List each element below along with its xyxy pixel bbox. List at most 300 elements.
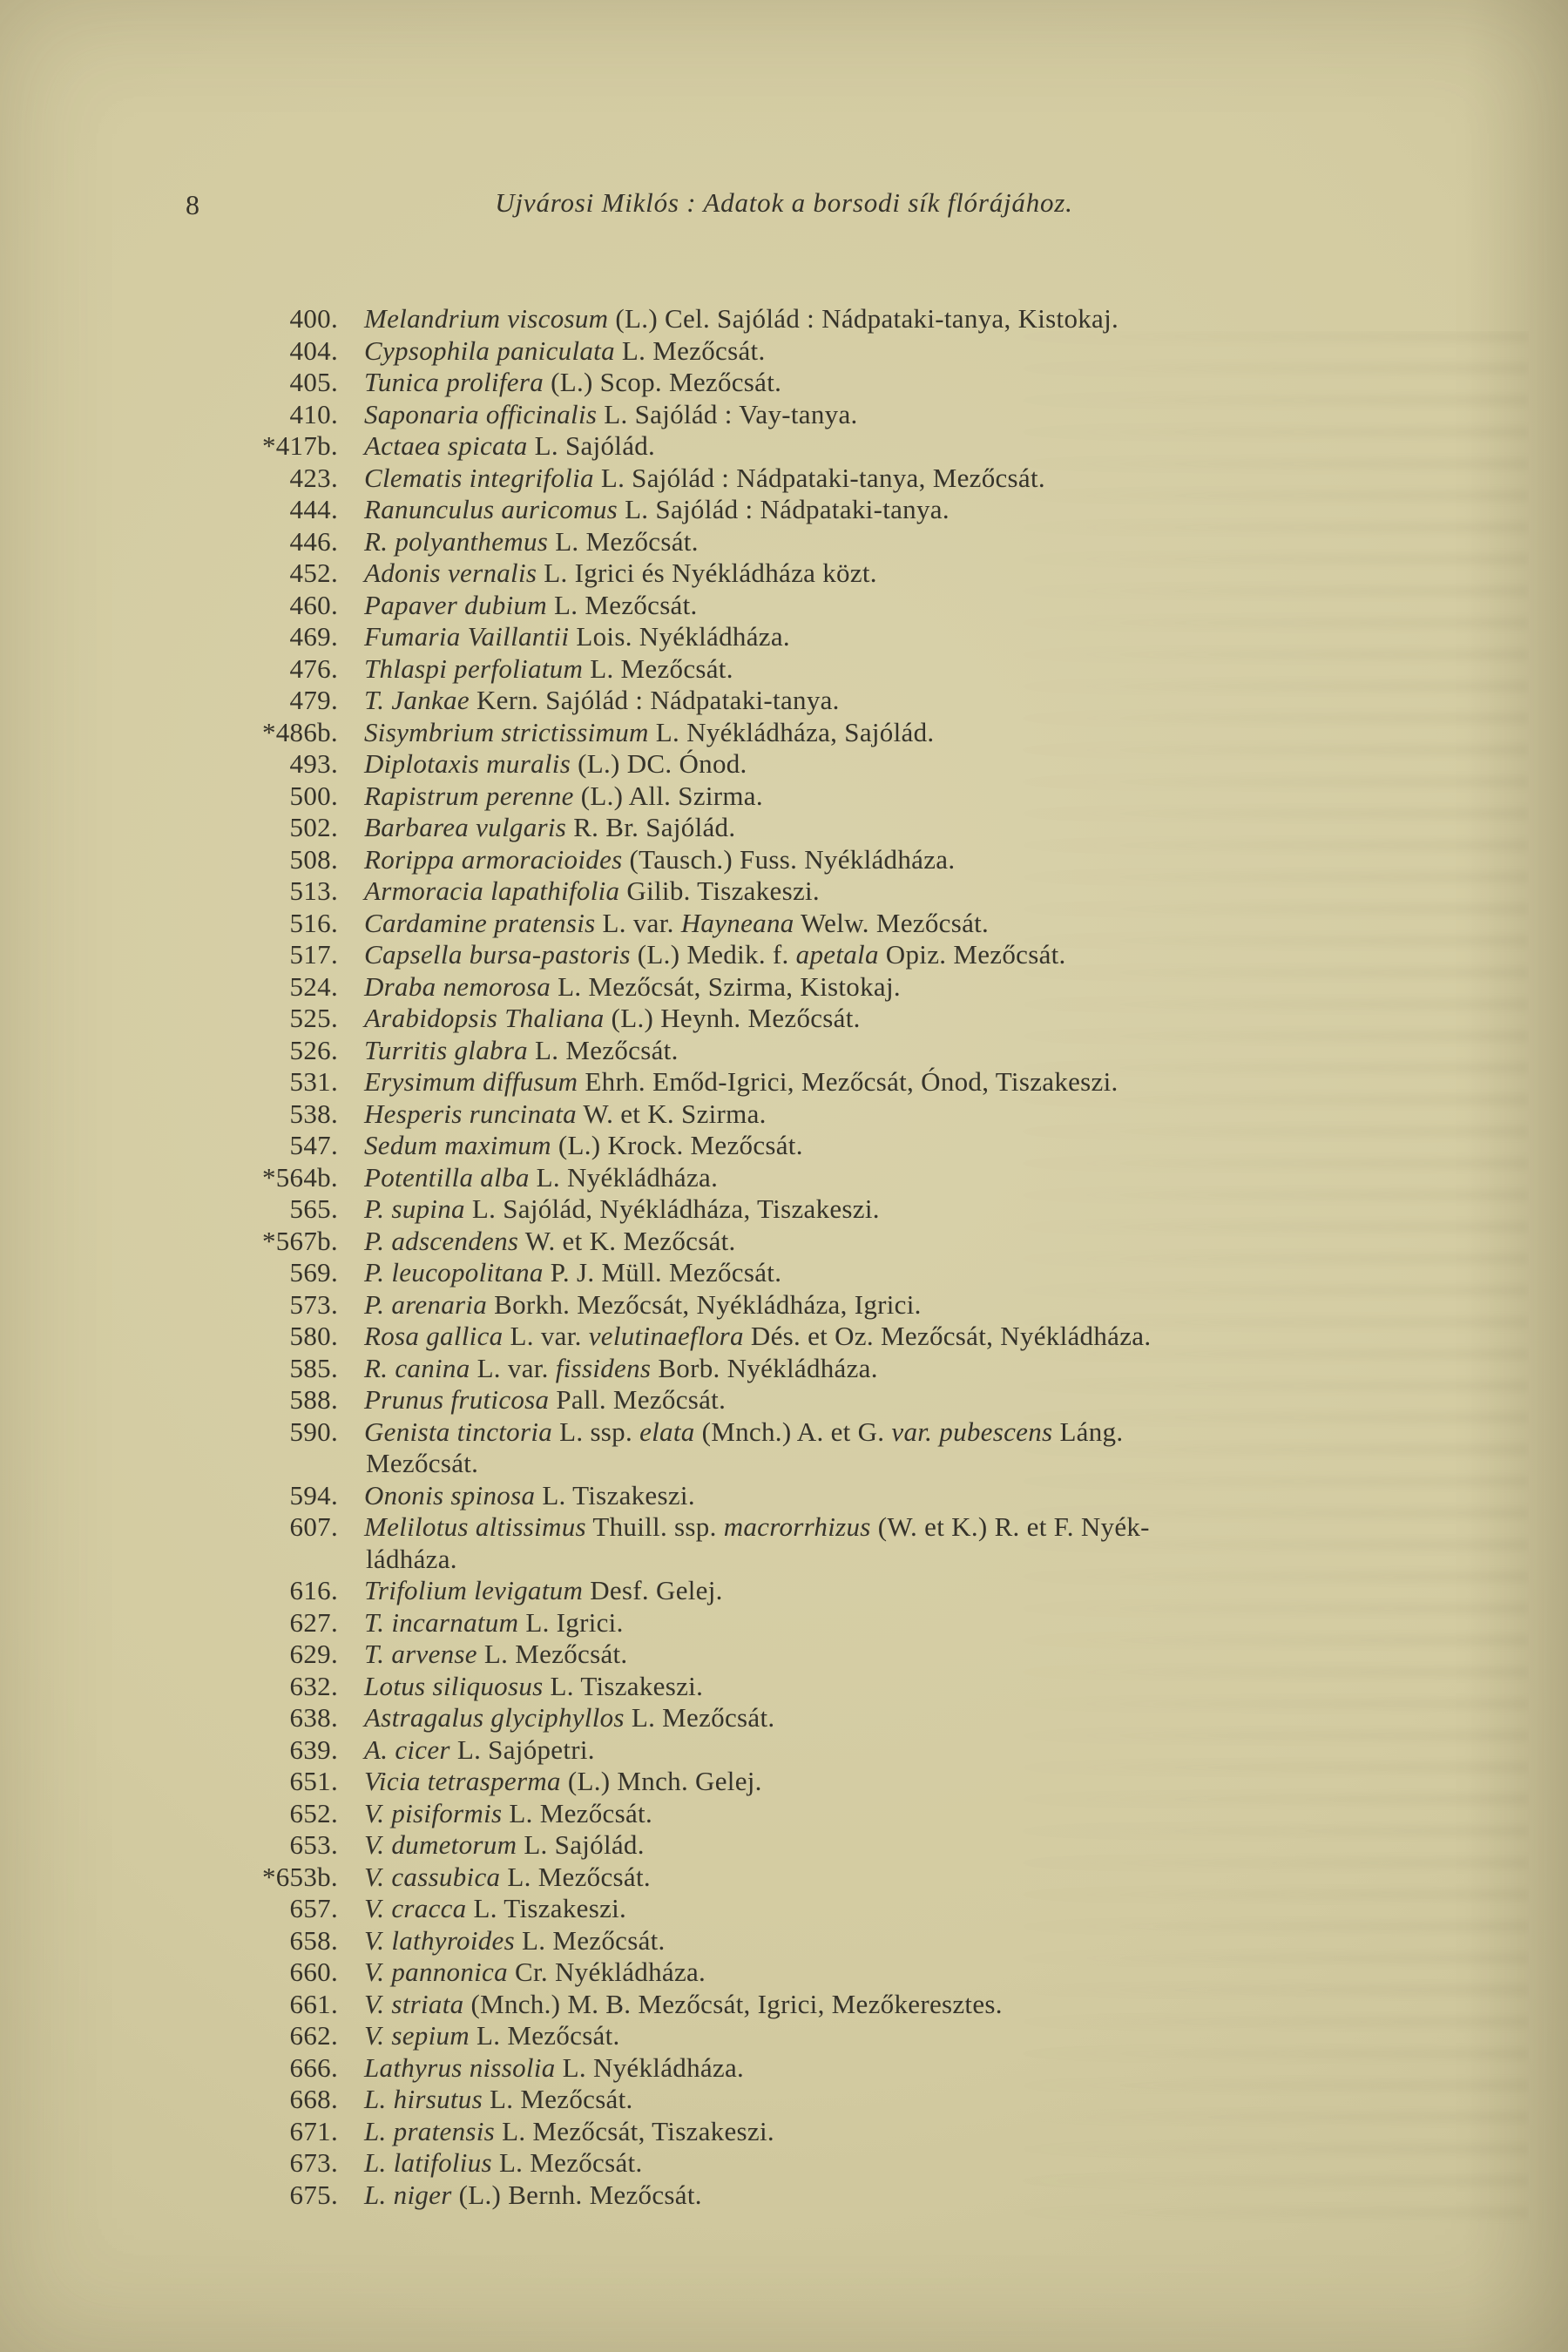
species-name: Papaver dubium (364, 589, 547, 620)
entry-text (338, 2147, 1568, 2180)
entry-text (338, 1193, 1568, 1226)
species-name: Lathyrus nissolia (364, 2051, 556, 2083)
entry-number: 590. (289, 1416, 338, 1447)
species-name: P. adscendens (364, 1225, 519, 1256)
entry-number: 526. (289, 1034, 338, 1065)
list-entry (0, 1035, 1568, 1067)
entry-detail-text: L. Sajólád : Nádpataki-tanya, Mezőcsát. (593, 462, 1045, 493)
entry-number: 493. (289, 748, 338, 779)
list-entry (0, 1607, 1568, 1639)
list-entry (0, 939, 1568, 971)
entry-text (338, 812, 1568, 844)
entry-number: 569. (289, 1257, 338, 1288)
entry-number: 524. (289, 970, 338, 1002)
entry-continuation-line (0, 1544, 1568, 1576)
entry-text (338, 399, 1568, 431)
species-name: Capsella bursa-pastoris (364, 939, 631, 970)
entry-detail-text: W. et K. Mezőcsát. (518, 1225, 736, 1256)
entry-detail-text: Pall. Mezőcsát. (549, 1384, 727, 1415)
entry-detail-text: R. Br. Sajólád. (566, 812, 736, 842)
entry-detail-text: (L.) Scop. Mezőcsát. (544, 367, 782, 397)
list-entry (0, 1702, 1568, 1734)
entry-number: 666. (289, 2051, 338, 2083)
entry-text (338, 2180, 1568, 2212)
entry-detail-text: L. ssp. (552, 1416, 640, 1447)
species-name: A. cicer (364, 1734, 450, 1765)
entry-text (338, 844, 1568, 876)
entry-text (338, 685, 1568, 717)
entry-text (338, 1480, 1568, 1512)
entry-text (338, 748, 1568, 781)
entry-text (338, 1702, 1568, 1734)
entry-text (338, 1384, 1568, 1416)
entry-number: 629. (289, 1639, 338, 1669)
entry-text (338, 781, 1568, 813)
entry-number: 423. (289, 462, 338, 493)
entry-text (338, 1639, 1568, 1671)
species-name: Potentilla alba (364, 1161, 530, 1193)
entry-text (338, 1003, 1568, 1035)
entry-detail-text: Opiz. Mezőcsát. (878, 939, 1066, 970)
list-entry (0, 717, 1568, 749)
entry-number: *653b. (261, 1861, 338, 1892)
entry-detail-text: L. Sajólád. (517, 1829, 645, 1860)
entry-number: 632. (289, 1670, 338, 1701)
entry-detail-text: L. Tiszakeszi. (543, 1670, 704, 1701)
entry-text (338, 1925, 1568, 1957)
entry-detail-text: L. Sajólád, Nyékládháza, Tiszakeszi. (464, 1193, 880, 1224)
list-entry (0, 971, 1568, 1004)
list-entry (0, 430, 1568, 463)
entry-text (338, 1130, 1568, 1162)
species-name: L. latifolius (364, 2147, 492, 2178)
entry-detail-text: (Mnch.) A. et G. (694, 1416, 892, 1447)
entry-number: 405. (289, 367, 338, 397)
entry-detail-text: Desf. Gelej. (583, 1575, 723, 1605)
entry-number: 476. (289, 652, 338, 684)
entry-detail-text: (L.) Medik. f. (630, 939, 796, 970)
list-entry (0, 1957, 1568, 1989)
list-entry (0, 908, 1568, 940)
species-name: L. niger (364, 2179, 452, 2210)
entry-number: 639. (289, 1734, 338, 1765)
list-entry (0, 781, 1568, 813)
species-name: Lotus siliquosus (364, 1670, 544, 1701)
species-name: Hesperis runcinata (364, 1098, 577, 1129)
species-name: V. pisiformis (364, 1797, 503, 1828)
entry-text (338, 1035, 1568, 1067)
species-name: P. arenaria (364, 1288, 488, 1320)
entry-detail-text: Gilib. Tiszakeszi. (619, 875, 820, 906)
species-name: Thlaspi perfoliatum (364, 652, 584, 684)
entry-number: 502. (289, 812, 338, 842)
list-entry (0, 1575, 1568, 1607)
species-name: Barbarea vulgaris (364, 812, 567, 842)
species-name: Adonis vernalis (364, 558, 537, 588)
page-number: 8 (186, 189, 200, 220)
entry-number: 675. (289, 2179, 338, 2210)
species-name: elata (639, 1416, 695, 1447)
entry-detail-text: L. var. (470, 1352, 556, 1383)
species-name: V. cracca (364, 1893, 467, 1923)
species-name: L. pratensis (364, 2115, 496, 2146)
page-header (0, 187, 1568, 226)
entry-number (0, 1544, 338, 1576)
entry-text (338, 1607, 1568, 1639)
species-name: Fumaria Vaillantii (364, 621, 570, 652)
entry-text (338, 717, 1568, 749)
entry-text (338, 1257, 1568, 1289)
species-name: Melandrium viscosum (364, 303, 609, 334)
entry-text (338, 1289, 1568, 1321)
list-entry (0, 1925, 1568, 1957)
entry-number: 573. (289, 1288, 338, 1320)
entry-detail-text: Borb. Nyékládháza. (651, 1352, 878, 1383)
list-entry (0, 1766, 1568, 1798)
list-entry (0, 1193, 1568, 1226)
entry-number: 469. (289, 621, 338, 652)
entry-detail-text: Láng. (1052, 1416, 1124, 1447)
entry-number: 653. (289, 1829, 338, 1860)
list-entry (0, 1671, 1568, 1703)
entry-number: 547. (289, 1130, 338, 1160)
entry-text (338, 1416, 1568, 1449)
entry-text (338, 1829, 1568, 1862)
entry-text (338, 2052, 1568, 2085)
entry-text (338, 1544, 1568, 1576)
list-entry (0, 875, 1568, 908)
entry-detail-text: L. Mezőcsát. (528, 1034, 679, 1065)
entry-number: *567b. (261, 1225, 338, 1256)
entry-number: 673. (289, 2147, 338, 2178)
list-entry (0, 367, 1568, 399)
entry-text (338, 1989, 1568, 2021)
entry-number: *486b. (261, 716, 338, 747)
entry-text (338, 971, 1568, 1004)
species-name: Ranunculus auricomus (364, 494, 618, 524)
entry-number: 658. (289, 1924, 338, 1956)
list-entry (0, 526, 1568, 558)
entry-detail-text: L. Igrici és Nyékládháza közt. (537, 558, 877, 588)
species-name: Cypsophila paniculata (364, 335, 615, 366)
entry-detail-text: L. Mezőcsát. (614, 335, 766, 366)
list-entry (0, 1734, 1568, 1767)
list-entry (0, 2116, 1568, 2148)
species-name: Armoracia lapathifolia (364, 875, 620, 906)
entry-number: 594. (289, 1479, 338, 1511)
entry-detail-text: Thuill. ssp. (585, 1511, 724, 1542)
entry-detail-text: (W. et K.) R. et F. Nyék- (870, 1511, 1150, 1542)
entry-detail-text: L. var. (503, 1321, 589, 1351)
species-name: Saponaria officinalis (364, 398, 598, 429)
list-entry (0, 748, 1568, 781)
entry-text (338, 875, 1568, 908)
entry-text (338, 303, 1568, 335)
entry-detail-text: L. Nyékládháza, Sajólád. (648, 716, 935, 747)
entry-number: 585. (289, 1352, 338, 1383)
entry-number: 452. (289, 558, 338, 588)
entry-text (338, 1798, 1568, 1830)
entry-number: *564b. (261, 1161, 338, 1193)
species-name: Melilotus altissimus (364, 1511, 586, 1542)
entry-number: 580. (289, 1321, 338, 1351)
species-name: T. arvense (364, 1639, 477, 1669)
species-name: fissidens (555, 1352, 652, 1383)
entry-text (338, 494, 1568, 526)
entry-detail-text: L. Mezőcsát. (500, 1861, 651, 1892)
list-entry (0, 1829, 1568, 1862)
entry-detail-text: Welw. Mezőcsát. (794, 907, 990, 938)
entry-number: 508. (289, 843, 338, 875)
entry-detail-text: Mezőcsát. (366, 1448, 479, 1478)
entry-detail-text: (L.) Krock. Mezőcsát. (551, 1130, 803, 1160)
entry-text (338, 1162, 1568, 1194)
entry-text (338, 1226, 1568, 1258)
entry-text (338, 1957, 1568, 1989)
entry-text (338, 430, 1568, 463)
entry-detail-text: L. Mezőcsát. (583, 652, 733, 684)
entry-detail-text: L. Mezőcsát. (476, 1639, 628, 1669)
entry-detail-text: L. Tiszakeszi. (535, 1479, 695, 1511)
entry-text (338, 367, 1568, 399)
species-name: Astragalus glyciphyllos (364, 1702, 625, 1733)
entry-text (338, 1766, 1568, 1798)
entry-detail-text: Lois. Nyékládháza. (569, 621, 790, 652)
species-name: P. supina (364, 1193, 465, 1224)
entry-number: 513. (289, 875, 338, 906)
entry-text (338, 526, 1568, 558)
entry-number: 651. (289, 1766, 338, 1796)
species-name: Erysimum diffusum (364, 1066, 578, 1097)
entry-detail-text: L. Mezőcsát. (548, 525, 699, 557)
species-name: Hayneana (680, 907, 794, 938)
entry-detail-text: Ehrh. Emőd-Igrici, Mezőcsát, Ónod, Tiszakeszi. (578, 1066, 1119, 1097)
species-name: Draba nemorosa (364, 970, 551, 1002)
entry-number: 517. (289, 939, 338, 970)
list-entry (0, 463, 1568, 495)
entry-detail-text: Cr. Nyékládháza. (507, 1957, 706, 1987)
entry-detail-text: (L.) Bernh. Mezőcsát. (451, 2179, 702, 2210)
entry-number: 588. (289, 1384, 338, 1415)
entry-detail-text: L. Mezőcsát. (502, 1797, 652, 1828)
species-name: V. cassubica (364, 1861, 501, 1892)
list-entry (0, 590, 1568, 622)
entry-text (338, 335, 1568, 368)
species-name: Rapistrum perenne (364, 780, 574, 811)
entry-text (338, 1321, 1568, 1353)
entry-text (338, 939, 1568, 971)
entry-text (338, 1862, 1568, 1894)
species-name: Diplotaxis muralis (364, 748, 571, 779)
species-name: P. leucopolitana (364, 1257, 544, 1288)
entry-detail-text: (L.) DC. Ónod. (571, 748, 747, 779)
entry-text (338, 1671, 1568, 1703)
list-entry (0, 2020, 1568, 2052)
entry-number: 525. (289, 1003, 338, 1033)
list-entry (0, 1226, 1568, 1258)
entry-detail-text: L. Mezőcsát. (491, 2147, 643, 2178)
species-name: Cardamine pratensis (364, 907, 596, 938)
list-entry (0, 399, 1568, 431)
species-name: Prunus fruticosa (364, 1384, 550, 1415)
list-entry (0, 2147, 1568, 2180)
entry-number: 660. (289, 1957, 338, 1987)
species-name: Clematis integrifolia (364, 462, 594, 493)
entry-detail-text: L. Mezőcsát. (624, 1702, 775, 1733)
entry-detail-text: (L.) Cel. Sajólád : Nádpataki-tanya, Kistokaj. (608, 303, 1119, 334)
entry-text (338, 1893, 1568, 1925)
species-name: macrorrhizus (723, 1511, 871, 1542)
entry-continuation-line (0, 1448, 1568, 1480)
species-name: R. canina (364, 1352, 470, 1383)
species-name: Trifolium levigatum (364, 1575, 584, 1605)
list-entry (0, 844, 1568, 876)
list-entry (0, 621, 1568, 653)
species-name: V. striata (364, 1988, 464, 2019)
entry-text (338, 1734, 1568, 1767)
list-entry (0, 1862, 1568, 1894)
entry-detail-text: Borkh. Mezőcsát, Nyékládháza, Igrici. (487, 1288, 922, 1320)
entry-detail-text: (L.) Mnch. Gelej. (560, 1766, 762, 1796)
entry-detail-text: L. Mezőcsát. (546, 589, 698, 620)
entry-number: 404. (289, 335, 338, 366)
entry-number: 627. (289, 1606, 338, 1638)
entry-detail-text: (L.) Heynh. Mezőcsát. (604, 1003, 861, 1033)
entry-number: 538. (289, 1098, 338, 1129)
list-entry (0, 2052, 1568, 2085)
species-name: velutinaeflora (588, 1321, 744, 1351)
entry-number: 652. (289, 1797, 338, 1828)
entry-detail-text: L. Nyékládháza. (529, 1161, 719, 1193)
list-entry (0, 653, 1568, 686)
species-name: T. Jankae (364, 685, 470, 715)
species-name: V. dumetorum (364, 1829, 517, 1860)
entry-detail-text: (L.) All. Szirma. (573, 780, 763, 811)
list-entry (0, 494, 1568, 526)
entry-detail-text: L. var. (595, 907, 681, 938)
list-entry (0, 2180, 1568, 2212)
entry-detail-text: W. et K. Szirma. (576, 1098, 767, 1129)
entry-number: 671. (289, 2115, 338, 2146)
species-list (0, 303, 1568, 2211)
list-entry (0, 1066, 1568, 1098)
list-entry (0, 1384, 1568, 1416)
entry-detail-text: (Tausch.) Fuss. Nyékládháza. (622, 843, 956, 875)
list-entry (0, 335, 1568, 368)
list-entry (0, 1639, 1568, 1671)
entry-text (338, 558, 1568, 590)
entry-text (338, 908, 1568, 940)
list-entry (0, 303, 1568, 335)
entry-text (338, 1066, 1568, 1098)
running-header: Ujvárosi Miklós : Adatok a borsodi sík flórájához. (495, 187, 1073, 218)
list-entry (0, 1511, 1568, 1544)
entry-number: 444. (289, 494, 338, 524)
entry-number: 638. (289, 1702, 338, 1733)
entry-detail-text: ládháza. (366, 1543, 457, 1574)
list-entry (0, 558, 1568, 590)
list-entry (0, 1893, 1568, 1925)
entry-number: 616. (289, 1575, 338, 1605)
entry-detail-text: L. Mezőcsát. (482, 2084, 633, 2114)
entry-number: 668. (289, 2084, 338, 2114)
list-entry (0, 1480, 1568, 1512)
entry-number: 661. (289, 1988, 338, 2019)
species-name: V. lathyroides (364, 1924, 515, 1956)
entry-number: 565. (289, 1193, 338, 1224)
species-name: R. polyanthemus (364, 525, 549, 557)
entry-number: 410. (289, 398, 338, 429)
species-name: Ononis spinosa (364, 1479, 536, 1511)
list-entry (0, 812, 1568, 844)
entry-text (338, 1448, 1568, 1480)
entry-number: 446. (289, 525, 338, 557)
species-name: V. sepium (364, 2020, 470, 2051)
list-entry (0, 1353, 1568, 1385)
entry-number: 657. (289, 1893, 338, 1923)
species-name: Vicia tetrasperma (364, 1766, 561, 1796)
list-entry (0, 685, 1568, 717)
entry-text (338, 2084, 1568, 2116)
species-name: Actaea spicata (364, 430, 528, 461)
entry-text (338, 463, 1568, 495)
list-entry (0, 1098, 1568, 1131)
entry-text (338, 2116, 1568, 2148)
species-name: T. incarnatum (364, 1606, 519, 1638)
entry-number: 460. (289, 589, 338, 620)
entry-number: 500. (289, 780, 338, 811)
entry-detail-text: L. Sajólád. (527, 430, 656, 461)
entry-detail-text: L. Nyékládháza. (555, 2051, 745, 2083)
list-entry (0, 1257, 1568, 1289)
species-name: L. hirsutus (364, 2084, 483, 2114)
entry-detail-text: Dés. et Oz. Mezőcsát, Nyékládháza. (743, 1321, 1152, 1351)
entry-text (338, 1098, 1568, 1131)
list-entry (0, 1289, 1568, 1321)
entry-detail-text: L. Igrici. (518, 1606, 624, 1638)
species-name: Sisymbrium strictissimum (364, 716, 649, 747)
entry-text (338, 1575, 1568, 1607)
entry-detail-text: L. Mezőcsát. (514, 1924, 666, 1956)
entry-number: 662. (289, 2020, 338, 2051)
entry-detail-text: (Mnch.) M. B. Mezőcsát, Igrici, Mezőkeresztes. (463, 1988, 1003, 2019)
entry-number: 479. (289, 685, 338, 715)
entry-number: *417b. (261, 430, 338, 461)
list-entry (0, 1162, 1568, 1194)
entry-text (338, 653, 1568, 686)
list-entry (0, 2084, 1568, 2116)
entry-text (338, 621, 1568, 653)
entry-detail-text: L. Mezőcsát, Tiszakeszi. (495, 2115, 774, 2146)
species-name: Sedum maximum (364, 1130, 551, 1160)
species-name: Rosa gallica (364, 1321, 504, 1351)
species-name: Genista tinctoria (364, 1416, 553, 1447)
entry-text (338, 2020, 1568, 2052)
list-entry (0, 1416, 1568, 1449)
species-name: var. pubescens (891, 1416, 1053, 1447)
entry-number (0, 1448, 338, 1480)
entry-number: 607. (289, 1511, 338, 1542)
entry-detail-text: P. J. Müll. Mezőcsát. (543, 1257, 782, 1288)
entry-text (338, 1353, 1568, 1385)
species-name: V. pannonica (364, 1957, 508, 1987)
entry-text (338, 1511, 1568, 1544)
entry-number: 531. (289, 1066, 338, 1097)
entry-detail-text: L. Mezőcsát, Szirma, Kistokaj. (551, 970, 901, 1002)
entry-detail-text: L. Sajólád : Nádpataki-tanya. (618, 494, 950, 524)
entry-number: 400. (289, 303, 338, 334)
entry-detail-text: L. Tiszakeszi. (466, 1893, 627, 1923)
